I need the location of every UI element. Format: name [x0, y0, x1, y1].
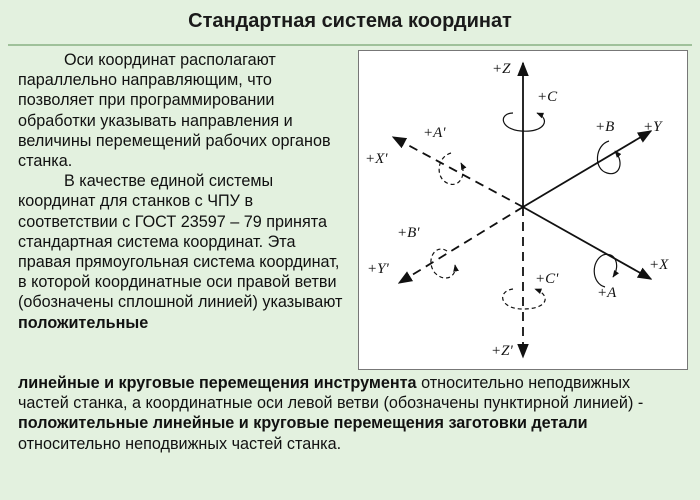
label-a-prime: +A'	[423, 125, 446, 141]
rotation-b-prime-arc	[431, 249, 455, 278]
rotation-c-prime-arc	[503, 289, 546, 309]
x-axis-positive	[523, 207, 651, 279]
coordinate-axes-diagram	[359, 51, 687, 369]
label-z-prime: +Z'	[491, 343, 513, 359]
label-x-prime: +X'	[365, 151, 388, 167]
body-text-continuation	[18, 373, 682, 454]
label-y-positive: +Y	[643, 119, 662, 135]
paragraph-axes-parallel: Оси координат располагают параллельно направляющим, что позволяет при программировании обработки указывать направления и величины перемещений рабочих органов станка.	[18, 51, 331, 171]
body-text-column	[18, 50, 352, 333]
label-b-positive: +B	[595, 119, 615, 135]
coordinate-system-figure	[358, 50, 688, 370]
bold-workpiece-movement: положительные линейные и круговые перемещения заготовки детали	[18, 414, 588, 433]
label-b-prime: +B'	[397, 225, 420, 241]
rotation-b-arc	[597, 141, 620, 174]
label-a-positive: +A	[597, 285, 617, 301]
label-c-prime: +C'	[535, 271, 559, 287]
label-x-positive: +X	[649, 257, 669, 273]
y-axis-prime	[399, 207, 523, 283]
text-relative-to-fixed: относительно неподвижных частей станка, а координатные оси левой ветви (обозначены пунктирной линией) -	[18, 374, 644, 413]
slide-title: Стандартная система координат	[188, 10, 512, 32]
title-divider	[8, 44, 692, 46]
label-z-positive: +Z	[492, 61, 511, 77]
paragraph-standard-system-continuation	[18, 373, 682, 454]
text-relative-to-fixed-end: относительно неподвижных частей станка.	[18, 434, 342, 453]
bold-tool-movement: линейные и круговые перемещения инструмента	[18, 374, 417, 392]
paragraph-standard-system	[18, 171, 352, 333]
rotation-a-arc	[594, 254, 616, 287]
paragraph-standard-system-part1: В качестве единой системы координат для станков с ЧПУ в соответствии с ГОСТ 23597 – 79 принята стандартная система координат. Эта правая прямоугольная система координат, в которой координатные оси правой ветви (обозначены сплошной линией) указывают	[18, 172, 343, 312]
label-c-positive: +C	[537, 89, 558, 105]
x-axis-prime	[393, 137, 523, 207]
y-axis-positive	[523, 131, 651, 207]
bold-tool-movement-part1: положительные	[18, 313, 149, 332]
label-y-prime: +Y'	[367, 261, 389, 277]
